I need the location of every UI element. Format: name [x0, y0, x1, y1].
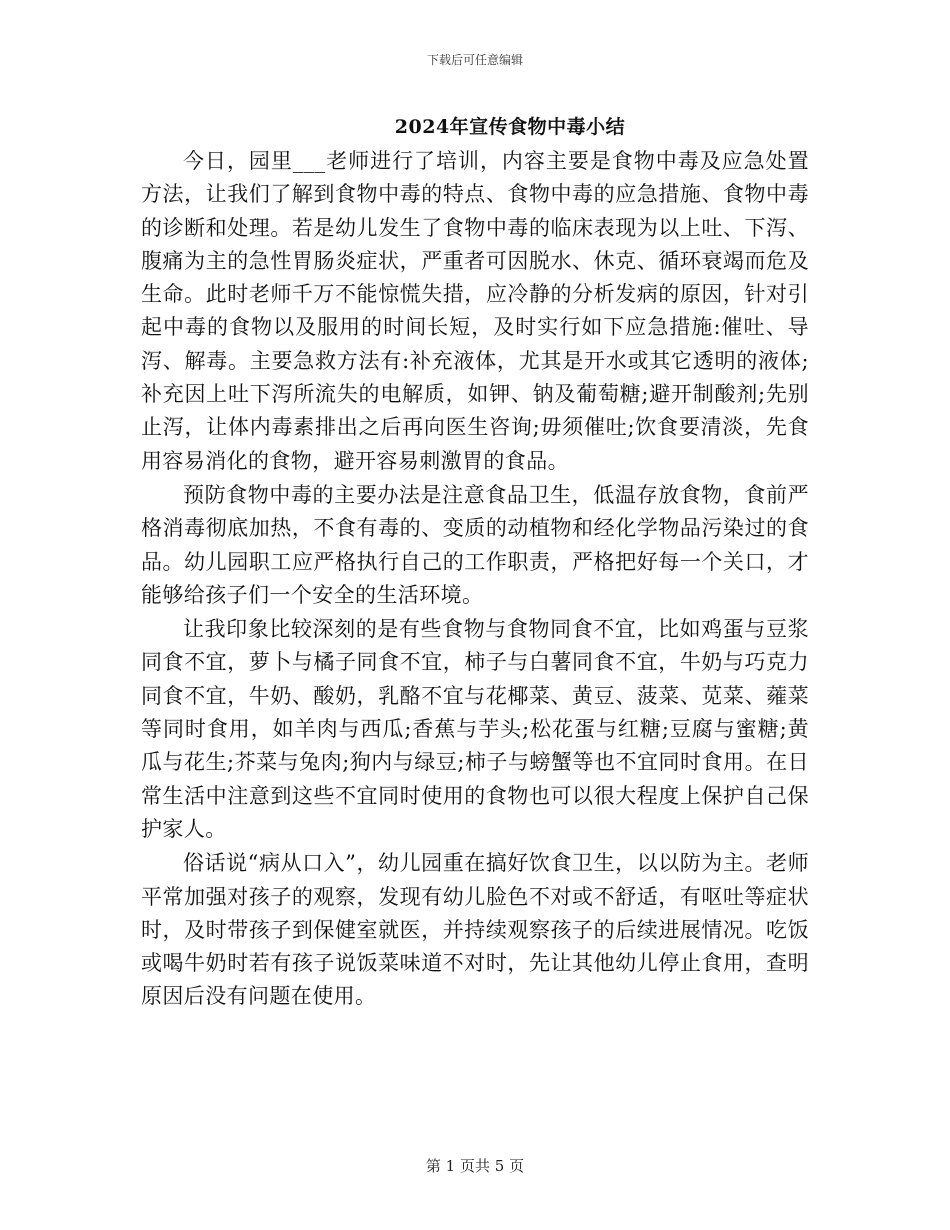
paragraph-prevention: 预防食物中毒的主要办法是注意食品卫生，低温存放食物，食前严格消毒彻底加热，不食有毒的、变质的动植物和经化学物品污染过的食品。幼儿园职工应严格执行自己的工作职责，严格把好每一个关口，才能够给孩子们一个安全的生活环境。 — [141, 482, 809, 607]
page-header-note: 下载后可任意编辑 — [426, 53, 523, 67]
document-title: 2024年宣传食物中毒小结 — [394, 116, 626, 138]
document-body — [141, 145, 809, 1014]
page-number: 第 1 页共 5 页 — [425, 1157, 525, 1175]
paragraph-food-poisoning-training: 今日，园里___老师进行了培训，内容主要是食物中毒及应急处置方法，让我们了解到食物中毒的特点、食物中毒的应急措施、食物中毒的诊断和处理。若是幼儿发生了食物中毒的临床表现为以上吐、下泻、腹痛为主的急性胃肠炎症状，严重者可因脱水、休克、循环衰竭而危及生命。此时老师千万不能惊慌失措，应冷静的分析发病的原因，针对引起中毒的食物以及服用的时间长短，及时实行如下应急措施:催吐、导泻、解毒。主要急救方法有:补充液体，尤其是开水或其它透明的液体;补充因上吐下泻所流失的电解质，如钾、钠及葡萄糖;避开制酸剂;先别止泻，让体内毒素排出之后再向医生咨询;毋须催吐;饮食要清淡，先食用容易消化的食物，避开容易刺激胃的食品。 — [141, 149, 809, 473]
paragraph-hygiene-observation: 俗话说“病从口入”，幼儿园重在搞好饮食卫生，以以防为主。老师平常加强对孩子的观察，发现有幼儿脸色不对或不舒适，有呕吐等症状时，及时带孩子到保健室就医，并持续观察孩子的后续进展情况。吃饭或喝牛奶时若有孩子说饭菜味道不对时，先让其他幼儿停止食用，查明原因后没有问题在使用。 — [141, 851, 809, 1009]
paragraph-food-combinations: 让我印象比较深刻的是有些食物与食物同食不宜，比如鸡蛋与豆浆同食不宜，萝卜与橘子同食不宜，柿子与白薯同食不宜，牛奶与巧克力同食不宜，牛奶、酸奶，乳酪不宜与花椰菜、黄豆、菠菜、苋菜、蕹菜等同时食用，如羊肉与西瓜;香蕉与芋头;松花蛋与红糖;豆腐与蜜糖;黄瓜与花生;芥菜与兔肉;狗内与绿豆;柿子与螃蟹等也不宜同时食用。在日常生活中注意到这些不宜同时使用的食物也可以很大程度上保护自己保护家人。 — [141, 617, 809, 841]
